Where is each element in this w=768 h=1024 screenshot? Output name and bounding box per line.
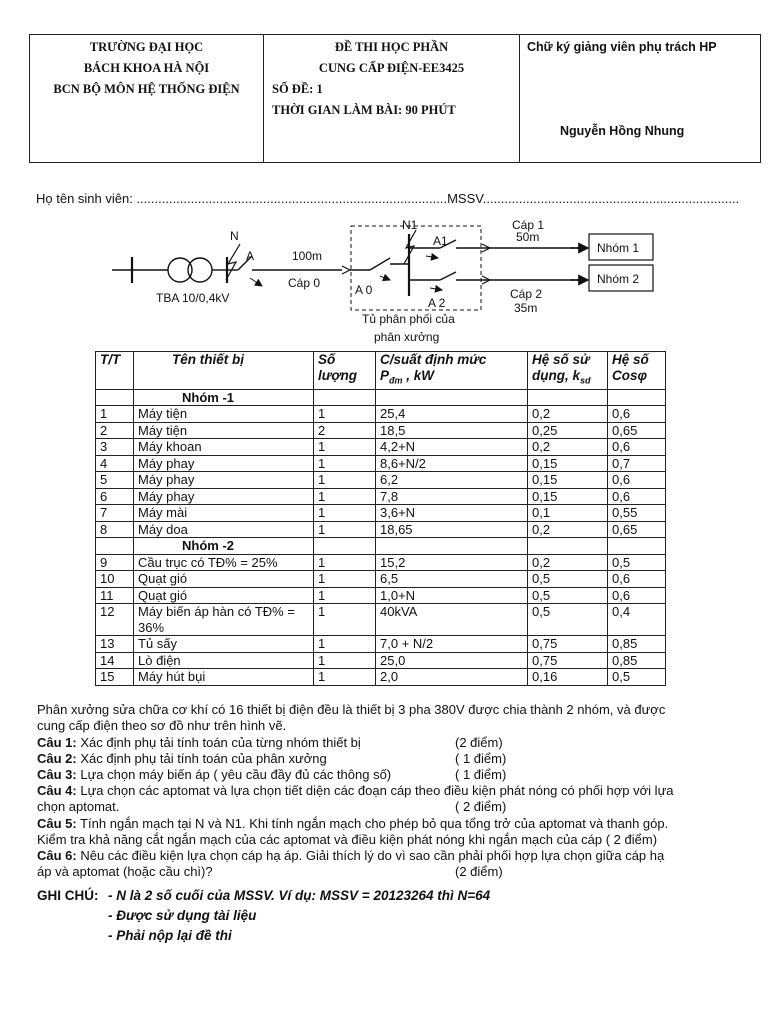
table-row — [96, 505, 666, 522]
table-row — [96, 488, 666, 505]
question-1: Câu 1: Xác định phụ tải tính toán của từng nhóm thiết bị — [37, 735, 361, 750]
table-cell: 15 — [96, 669, 134, 686]
group-header-row — [96, 538, 666, 555]
group-1-label: Nhóm 1 — [597, 241, 640, 255]
table-cell: 1 — [314, 636, 376, 653]
table-cell: 5 — [96, 472, 134, 489]
table-cell: 0,5 — [528, 604, 608, 636]
table-row — [96, 472, 666, 489]
table-cell: 1 — [314, 472, 376, 489]
table-header-row — [96, 352, 666, 390]
transformer-label: TBA 10/0,4kV — [156, 291, 230, 305]
breaker-a0-icon — [370, 258, 390, 270]
table-cell: Máy tiện — [134, 422, 314, 439]
table-cell: 0,55 — [608, 505, 666, 522]
table-cell: 1 — [314, 571, 376, 588]
table-row — [96, 554, 666, 571]
table-cell: 1 — [314, 488, 376, 505]
question-6-score: (2 điểm) — [455, 864, 503, 879]
table-cell: 0,65 — [608, 422, 666, 439]
cable-0-label: Cáp 0 — [288, 276, 321, 290]
question-4: Câu 4: Lựa chọn các aptomat và lựa chọn tiết diện các đoạn cáp theo điều kiện phát nóng có phối hợp với lựa — [37, 783, 674, 798]
table-cell: 0,4 — [608, 604, 666, 636]
table-cell: 0,6 — [608, 488, 666, 505]
question-6: Câu 6: Nêu các điều kiện lựa chọn cáp hạ áp. Giải thích lý do vì sao cần phải phối hợp lựa chọn giữa cáp hạ — [37, 848, 665, 863]
table-cell: Quạt gió — [134, 587, 314, 604]
table-cell: 6,5 — [376, 571, 528, 588]
table-cell: 0,1 — [528, 505, 608, 522]
table-cell: 0,5 — [608, 669, 666, 686]
mssv-label: MSSV....................................................................... — [447, 191, 740, 206]
table-cell — [376, 389, 528, 406]
table-cell: 2 — [314, 422, 376, 439]
breaker-a-label: A — [246, 249, 255, 263]
table-cell: 0,6 — [608, 571, 666, 588]
device-table — [95, 351, 666, 686]
table-cell — [528, 389, 608, 406]
cable-2-length: 35m — [514, 301, 538, 315]
table-cell: 6 — [96, 488, 134, 505]
table-cell: 18,65 — [376, 521, 528, 538]
intro-line-2: cung cấp điện theo sơ đồ như trên hình vẽ. — [37, 718, 287, 733]
col-ksd: Hệ số sử dụng, $k_{sd}$ — [528, 352, 608, 390]
table-cell: 0,5 — [608, 554, 666, 571]
table-cell: 7 — [96, 505, 134, 522]
exam-number: SỐ ĐỀ: 1 — [272, 82, 323, 96]
table-cell: 8,6+N/2 — [376, 455, 528, 472]
table-row — [96, 455, 666, 472]
table-cell — [96, 389, 134, 406]
table-cell: 1 — [314, 669, 376, 686]
table-cell: 18,5 — [376, 422, 528, 439]
distribution-cabinet-box — [351, 226, 481, 310]
table-row — [96, 604, 666, 636]
table-cell: 0,6 — [608, 472, 666, 489]
table-cell: 1 — [314, 587, 376, 604]
table-cell: 1 — [314, 554, 376, 571]
table-cell: 0,5 — [528, 587, 608, 604]
table-cell: 0,25 — [528, 422, 608, 439]
col-tt: T/T — [96, 352, 134, 390]
table-cell: 10 — [96, 571, 134, 588]
exam-header-box — [29, 34, 761, 163]
signature-cell — [520, 35, 760, 162]
cable-2-label: Cáp 2 — [510, 287, 543, 301]
table-cell: 2,0 — [376, 669, 528, 686]
table-cell: Tủ sấy — [134, 636, 314, 653]
table-cell: Máy tiện — [134, 406, 314, 423]
table-cell: Máy khoan — [134, 439, 314, 456]
table-cell: 2 — [96, 422, 134, 439]
table-cell: 1 — [314, 652, 376, 669]
student-name-label: Họ tên sinh viên: ...................................................................................... — [36, 191, 448, 206]
table-cell: 0,75 — [528, 636, 608, 653]
table-cell: 13 — [96, 636, 134, 653]
table-cell: Máy mài — [134, 505, 314, 522]
col-power: C/suất định mức $P_{đm}$ , kW — [376, 352, 528, 390]
table-cell: 11 — [96, 587, 134, 604]
cabinet-label-1: Tủ phân phối của — [362, 312, 455, 326]
fault-n-label: N — [230, 229, 239, 243]
cable-0-length: 100m — [292, 249, 323, 263]
group-title: Nhóm -1 — [134, 389, 314, 406]
table-cell — [376, 538, 528, 555]
single-line-diagram — [100, 214, 660, 348]
table-cell: Máy hút bụi — [134, 669, 314, 686]
table-row — [96, 669, 666, 686]
table-cell: 1 — [314, 455, 376, 472]
table-row — [96, 406, 666, 423]
student-info-line — [36, 191, 739, 206]
table-cell: 0,6 — [608, 406, 666, 423]
question-2: Câu 2: Xác định phụ tải tính toán của phân xưởng — [37, 751, 327, 766]
table-body — [96, 389, 666, 685]
col-name: Tên thiết bị — [134, 352, 314, 390]
cable-1-label: Cáp 1 — [512, 218, 545, 232]
table-cell — [528, 538, 608, 555]
table-row — [96, 587, 666, 604]
group-2-label: Nhóm 2 — [597, 272, 640, 286]
signature-label: Chữ ký giảng viên phụ trách HP — [527, 40, 717, 54]
cable-1-length: 50m — [516, 230, 540, 244]
table-cell — [608, 538, 666, 555]
breaker-a2-icon — [440, 272, 456, 280]
table-cell: Máy doa — [134, 521, 314, 538]
table-cell — [96, 538, 134, 555]
table-cell: 0,5 — [528, 571, 608, 588]
question-3-score: ( 1 điểm) — [455, 767, 507, 782]
fault-n1-label: N1 — [402, 218, 418, 232]
exam-info-cell — [264, 35, 520, 162]
exam-title: ĐỀ THI HỌC PHẦN — [334, 40, 449, 54]
question-3: Câu 3: Lựa chọn máy biến áp ( yêu cầu đầy đủ các thông số) — [37, 767, 392, 782]
table-cell: Máy biến áp hàn có TĐ% = 36% — [134, 604, 314, 636]
table-cell: Máy phay — [134, 488, 314, 505]
table-cell: 3,6+N — [376, 505, 528, 522]
table-cell: 0,65 — [608, 521, 666, 538]
breaker-a0-label: A 0 — [355, 283, 373, 297]
table-cell: Cầu trục có TĐ% = 25% — [134, 554, 314, 571]
table-cell: 4,2+N — [376, 439, 528, 456]
question-4-cont: chọn aptomat. — [37, 799, 120, 814]
question-5-cont: Kiểm tra khả năng cắt ngắn mạch của các aptomat và điều kiện phát nóng khi ngắn mạch của cáp ( 2 điểm) — [37, 832, 658, 847]
group-title: Nhóm -2 — [134, 538, 314, 555]
table-cell: 0,15 — [528, 472, 608, 489]
table-row — [96, 636, 666, 653]
table-cell: 1 — [314, 521, 376, 538]
table-cell: 1 — [314, 604, 376, 636]
question-1-score: (2 điểm) — [455, 735, 503, 750]
breaker-a2-label: A 2 — [428, 296, 446, 310]
table-cell: Máy phay — [134, 455, 314, 472]
table-row — [96, 571, 666, 588]
table-cell: 7,8 — [376, 488, 528, 505]
table-cell: 25,0 — [376, 652, 528, 669]
breaker-a1-label: A1 — [433, 234, 448, 248]
exam-duration: THỜI GIAN LÀM BÀI: 90 PHÚT — [272, 103, 456, 117]
table-cell: 0,2 — [528, 554, 608, 571]
table-cell: 0,2 — [528, 406, 608, 423]
school-line-2: BÁCH KHOA HÀ NỘI — [83, 61, 210, 75]
table-cell: 14 — [96, 652, 134, 669]
question-5: Câu 5: Tính ngắn mạch tại N và N1. Khi tính ngắn mạch cho phép bỏ qua tổng trở của aptomat và thanh góp. — [37, 816, 669, 831]
question-2-score: ( 1 điểm) — [455, 751, 507, 766]
col-cos: Hệ số Cosφ — [608, 352, 666, 390]
school-cell — [30, 35, 264, 162]
note-1: - N là 2 số cuối của MSSV. Ví dụ: MSSV = 20123264 thì N=64 — [108, 888, 491, 903]
school-line-3: BCN BỘ MÔN HỆ THỐNG ĐIỆN — [53, 82, 240, 96]
table-cell: 0,6 — [608, 439, 666, 456]
note-2: - Được sử dụng tài liệu — [108, 908, 257, 923]
table-cell — [314, 389, 376, 406]
intro-line-1: Phân xưởng sửa chữa cơ khí có 16 thiết bị điện đều là thiết bị 3 pha 380V được chia thành 2 nhóm, và được — [37, 702, 666, 717]
table-cell: 0,2 — [528, 521, 608, 538]
table-cell: 7,0 + N/2 — [376, 636, 528, 653]
table-cell: 12 — [96, 604, 134, 636]
table-cell: 1 — [314, 406, 376, 423]
question-6-cont: áp và aptomat (hoặc cầu chì)? — [37, 864, 213, 879]
table-cell: 40kVA — [376, 604, 528, 636]
table-cell: 0,85 — [608, 652, 666, 669]
table-cell — [608, 389, 666, 406]
group-header-row — [96, 389, 666, 406]
table-cell: 4 — [96, 455, 134, 472]
table-cell: 0,75 — [528, 652, 608, 669]
table-cell: 3 — [96, 439, 134, 456]
table-cell: 1 — [96, 406, 134, 423]
course-name: CUNG CẤP ĐIỆN-EE3425 — [318, 61, 465, 75]
table-row — [96, 439, 666, 456]
table-cell: 1,0+N — [376, 587, 528, 604]
table-row — [96, 652, 666, 669]
table-cell: 0,85 — [608, 636, 666, 653]
table-cell: 1 — [314, 439, 376, 456]
table-cell: Máy phay — [134, 472, 314, 489]
table-cell: 0,15 — [528, 455, 608, 472]
table-cell: 0,7 — [608, 455, 666, 472]
note-3: - Phải nộp lại đề thi — [108, 928, 232, 943]
table-cell — [314, 538, 376, 555]
table-cell: 8 — [96, 521, 134, 538]
cabinet-label-2: phân xưởng — [374, 330, 440, 344]
table-cell: 0,6 — [608, 587, 666, 604]
notes-label: GHI CHÚ: — [37, 888, 99, 903]
table-cell: Lò điện — [134, 652, 314, 669]
table-cell: 0,15 — [528, 488, 608, 505]
question-4-score: ( 2 điểm) — [455, 799, 507, 814]
table-row — [96, 521, 666, 538]
table-cell: 6,2 — [376, 472, 528, 489]
table-row — [96, 422, 666, 439]
table-cell: 0,16 — [528, 669, 608, 686]
table-cell: 0,2 — [528, 439, 608, 456]
table-cell: 15,2 — [376, 554, 528, 571]
col-qty: Số lượng — [314, 352, 376, 390]
lecturer-name: Nguyễn Hồng Nhung — [560, 124, 685, 138]
table-cell: Quạt gió — [134, 571, 314, 588]
table-cell: 9 — [96, 554, 134, 571]
school-line-1: TRƯỜNG ĐẠI HỌC — [89, 40, 204, 54]
table-cell: 1 — [314, 505, 376, 522]
table-cell: 25,4 — [376, 406, 528, 423]
